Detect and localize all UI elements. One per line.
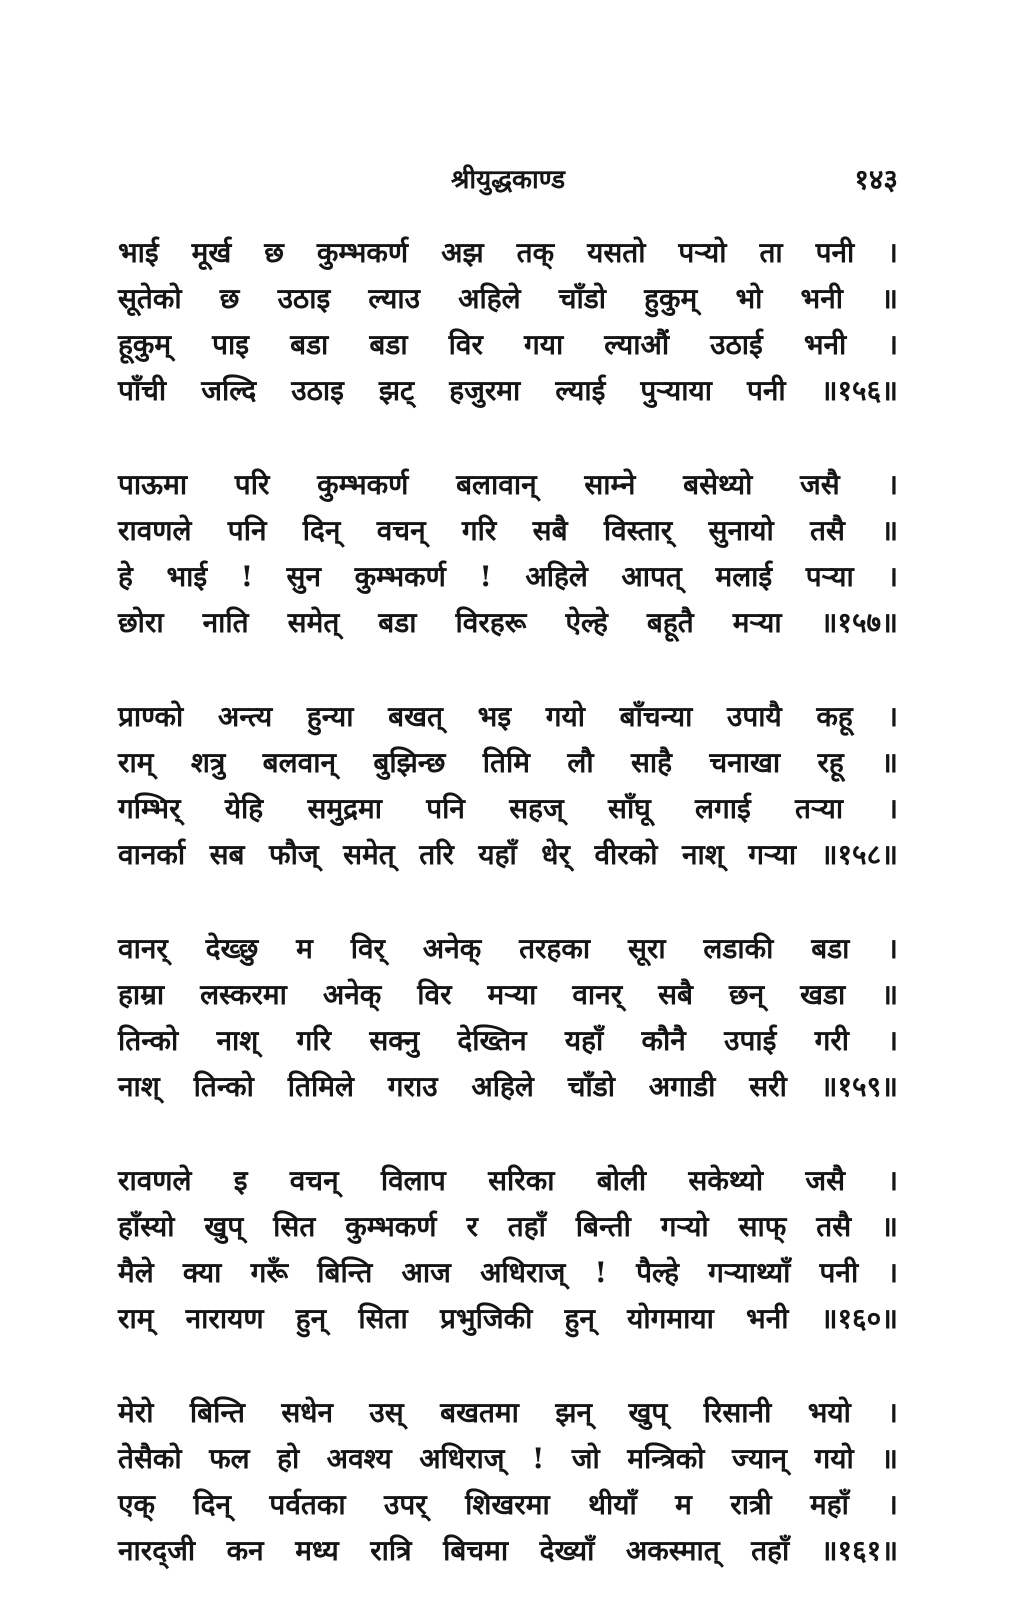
verse-line: वानर् देख्छु म विर् अनेक् तरहका सूरा लडाकी बडा । <box>118 932 898 965</box>
verse-line: छोरा नाति समेत् बडा विरहरू ऐल्हे बहूतै मऱ्या ॥१५७॥ <box>118 606 898 639</box>
verse-line: हे भाई ! सुन कुम्भकर्ण ! अहिले आपत् मलाई पऱ्या । <box>118 560 898 593</box>
verse-line: सूतेको छ उठाइ ल्याउ अहिले चाँडो हुकुम् भो भनी ॥ <box>118 282 898 315</box>
verse-line: प्राण्को अन्त्य हुन्या बखत् भइ गयो बाँचन्या उपायै कहू । <box>118 700 898 733</box>
verse-line: राम् नारायण हुन् सिता प्रभुजिकी हुन् योगमाया भनी ॥१६०॥ <box>118 1302 898 1335</box>
verse-line: हूकुम् पाइ बडा बडा विर गया ल्याऔं उठाई भनी । <box>118 328 898 361</box>
verse-line: तेसैको फल हो अवश्य अधिराज् ! जो मन्त्रिको ज्यान् गयो ॥ <box>118 1442 898 1475</box>
stanza <box>118 694 898 878</box>
verse-line: पाऊमा परि कुम्भकर्ण बलावान् साम्ने बसेथ्यो जसै । <box>118 468 898 501</box>
page-header <box>118 160 898 200</box>
verse-line: राम् शत्रु बलवान् बुझिन्छ तिमि लौ साहै चनाखा रहू ॥ <box>118 746 898 779</box>
verse-line: वानर्का सब फौज् समेत् तरि यहाँ धेर् वीरको नाश् गऱ्या ॥१५८॥ <box>118 838 898 871</box>
verse-line: एक् दिन् पर्वतका उपर् शिखरमा थीयाँ म रात्री महाँ । <box>118 1488 898 1521</box>
stanza <box>118 462 898 646</box>
stanza <box>118 1158 898 1342</box>
verse-line: हाँस्यो खुप् सित कुम्भकर्ण र तहाँ बिन्ती गऱ्यो साफ् तसै ॥ <box>118 1210 898 1243</box>
verse-line: गम्भिर् येहि समुद्रमा पनि सहज् साँघू लगाई तऱ्या । <box>118 792 898 825</box>
verse-line: नारद्जी कन मध्य रात्रि बिचमा देख्याँ अकस्मात् तहाँ ॥१६१॥ <box>118 1534 898 1567</box>
stanza <box>118 926 898 1110</box>
stanza <box>118 1390 898 1574</box>
page-number: १४३ <box>854 163 898 196</box>
verse-body <box>118 230 898 1622</box>
verse-line: रावणले पनि दिन् वचन् गरि सबै विस्तार् सुनायो तसै ॥ <box>118 514 898 547</box>
running-title: श्रीयुद्धकाण्ड <box>451 165 565 195</box>
verse-line: नाश् तिन्को तिमिले गराउ अहिले चाँडो अगाडी सरी ॥१५९॥ <box>118 1070 898 1103</box>
verse-line: पाँची जल्दि उठाइ झट् हजुरमा ल्याई पुऱ्याया पनी ॥१५६॥ <box>118 374 898 407</box>
verse-line: हाम्रा लस्करमा अनेक् विर मऱ्या वानर् सबै छन् खडा ॥ <box>118 978 898 1011</box>
verse-line: रावणले इ वचन् विलाप सरिका बोली सकेथ्यो जसै । <box>118 1164 898 1197</box>
verse-line: भाई मूर्ख छ कुम्भकर्ण अझ तक् यसतो पऱ्यो ता पनी । <box>118 236 898 269</box>
verse-line: तिन्को नाश् गरि सक्नु देख्तिन यहाँ कौनै उपाई गरी । <box>118 1024 898 1057</box>
verse-line: मेरो बिन्ति सधेन उस् बखतमा झन् खुप् रिसानी भयो । <box>118 1396 898 1429</box>
verse-line: मैले क्या गरूँ बिन्ति आज अधिराज् ! पैल्हे गऱ्याथ्याँ पनी । <box>118 1256 898 1289</box>
stanza <box>118 230 898 414</box>
